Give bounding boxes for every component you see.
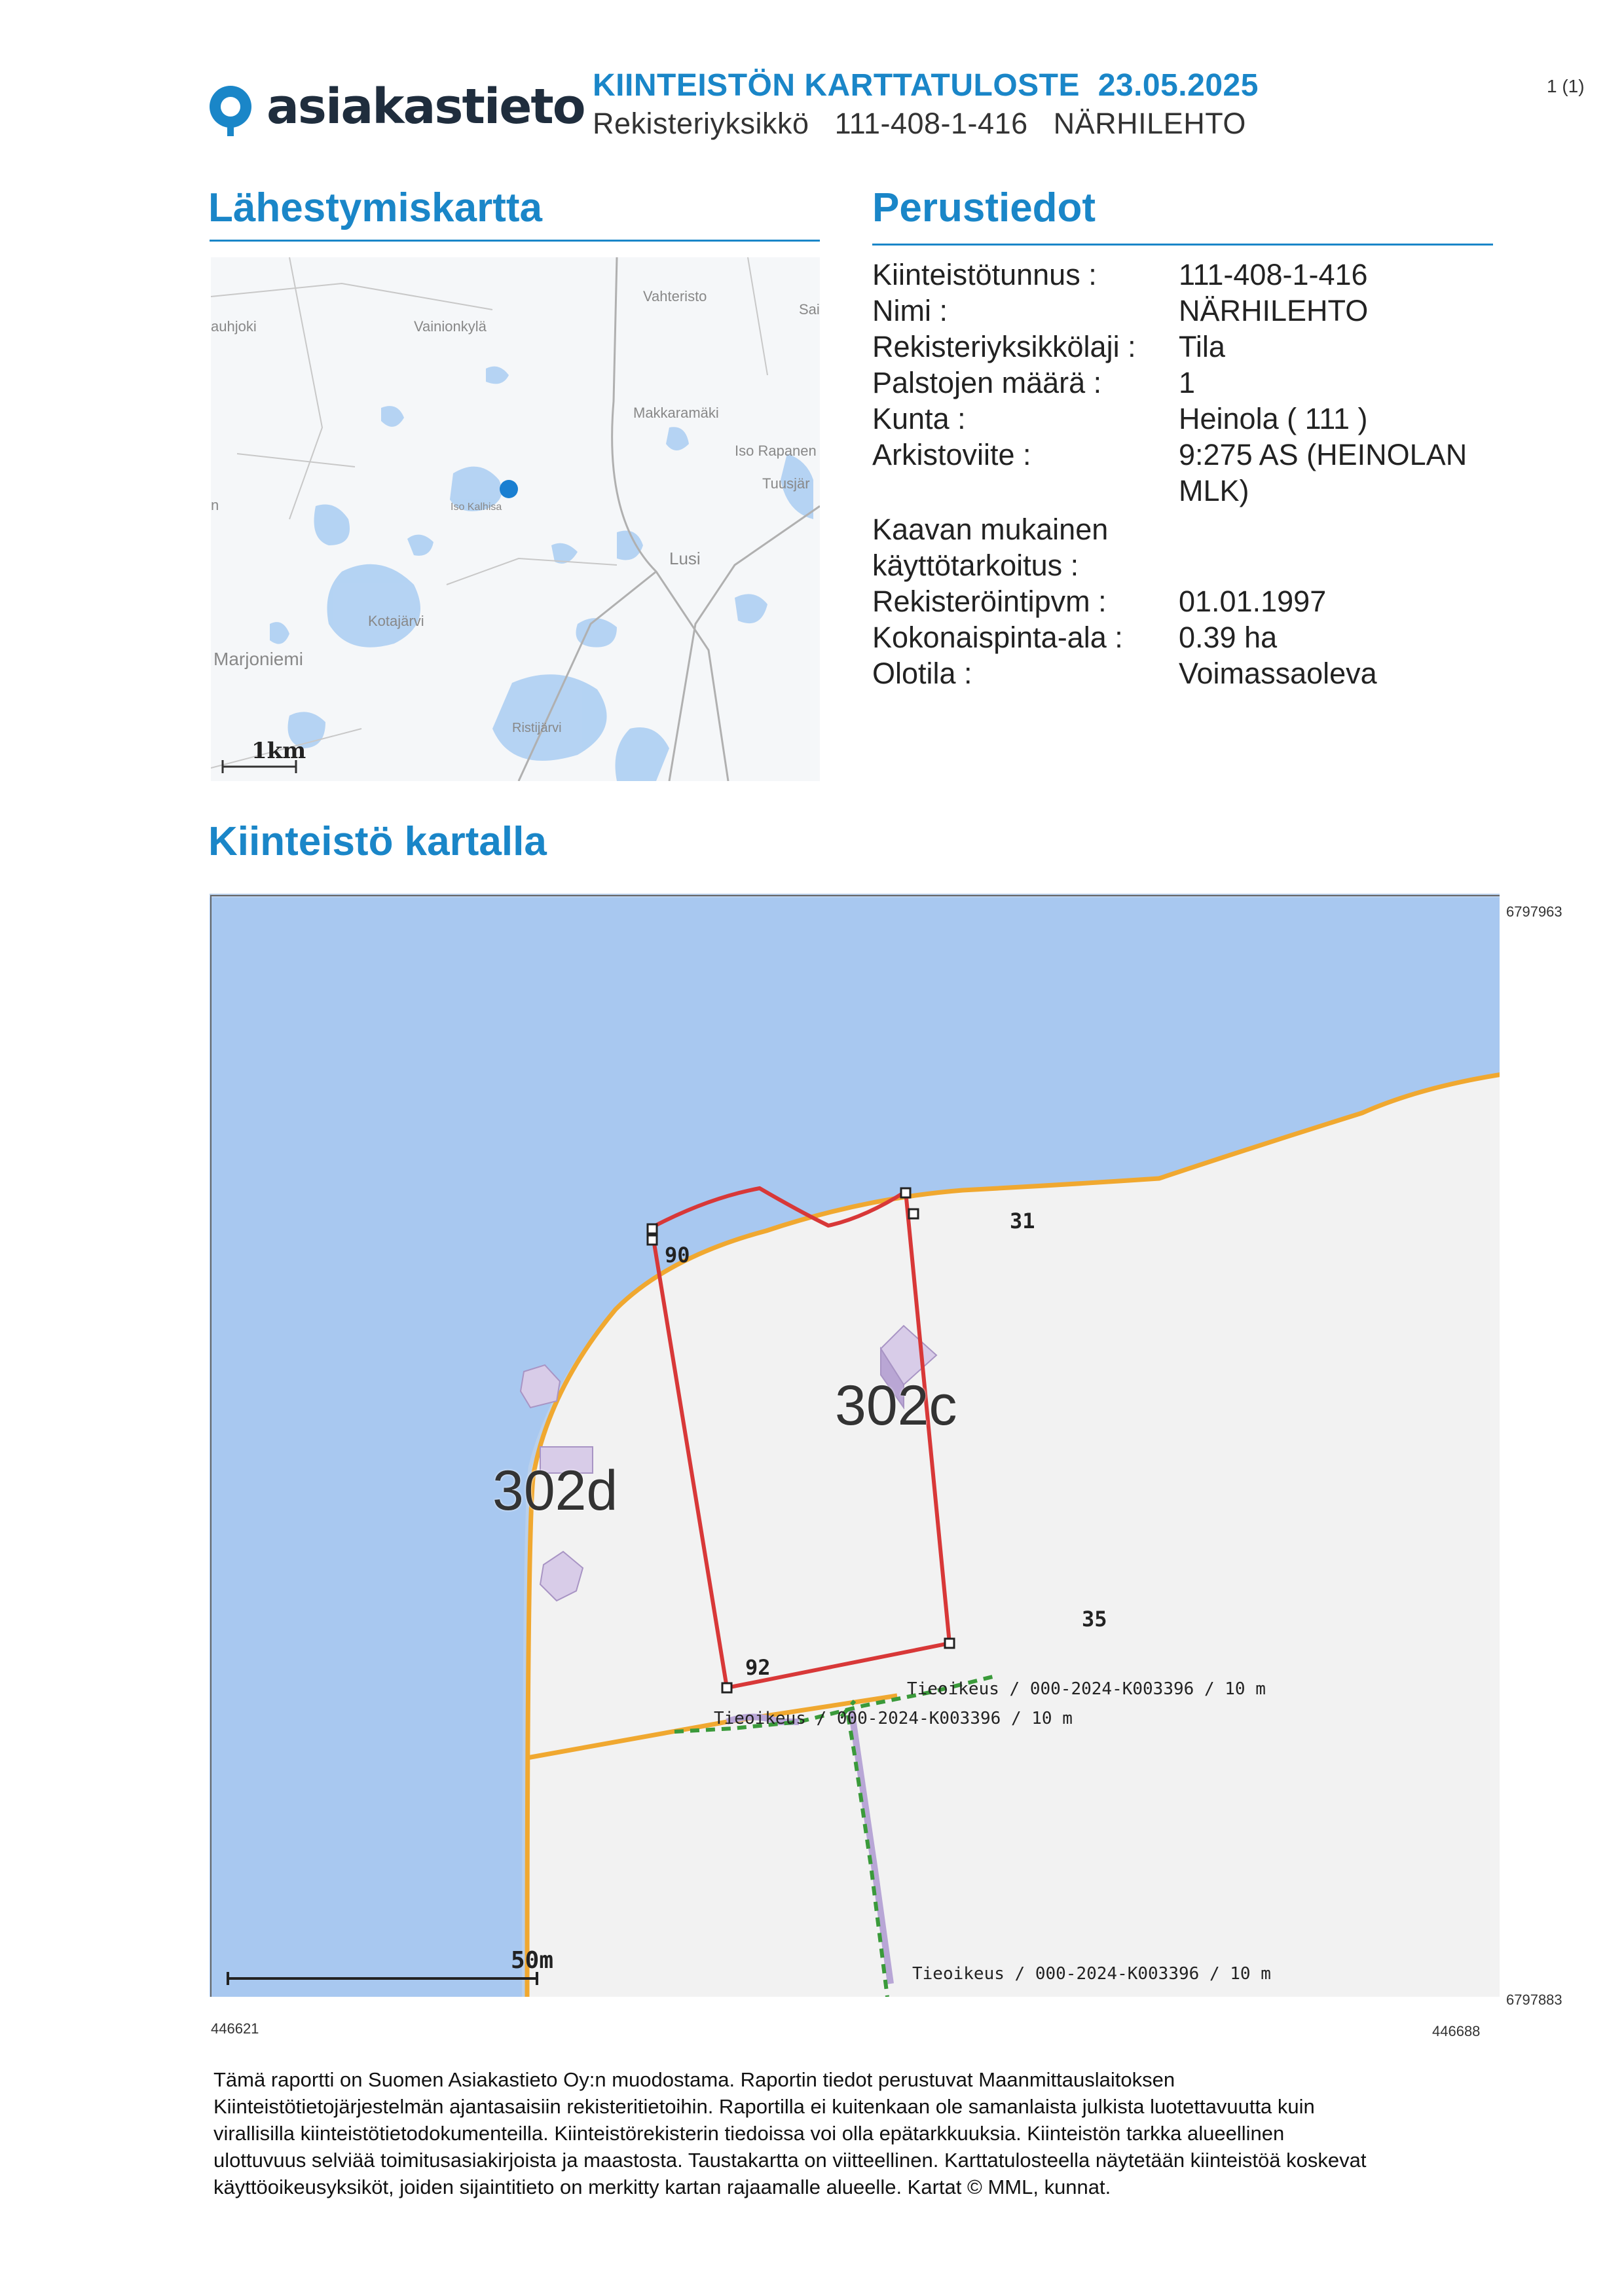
info-label: Palstojen määrä : [872,366,1102,399]
info-label: Kokonaispinta-ala : [872,621,1123,654]
overview-map [211,257,820,781]
info-label: Rekisteriyksikkölaji : [872,330,1136,363]
info-value: 01.01.1997 [1179,585,1327,618]
place-label: Vahteristo [643,288,707,304]
divider [872,244,1493,246]
report-title: KIINTEISTÖN KARTTATULOSTE 23.05.2025 [593,68,1259,103]
info-label: Kunta : [872,402,966,435]
coord-north-bottom: 6797883 [1506,1992,1562,2008]
coord-north-top: 6797963 [1506,903,1562,920]
disclaimer-text [213,2066,1458,2200]
point-label: 31 [1010,1209,1035,1233]
disclaimer-line: virallisilla kiinteistötietodokumenteilla. Kiinteistörekisterin tiedoissa voi olla epätarkkuuksia. Kiinteistön tarkka alueellinen [213,2122,1285,2145]
info-value: 0.39 ha [1179,621,1278,654]
place-label: Marjoniemi [213,649,303,669]
property-map-title: Kiinteistö kartalla [208,819,547,864]
place-label: Iso Kalhisa [451,501,502,513]
place-label: Iso Rapanen [735,443,817,459]
info-value: Voimassaoleva [1179,657,1377,690]
easement-label: Tieoikeus / 000-2024-K003396 / 10 m [714,1709,1073,1728]
point-label: 90 [665,1243,690,1267]
place-label: Ristijärvi [512,721,562,735]
coord-east-right: 446688 [1432,2023,1481,2039]
asiakastieto-logo [204,77,585,143]
divider [210,240,820,242]
logo-text: asiakastieto [267,79,585,135]
info-value: Heinola ( 111 ) [1179,402,1368,435]
parcel-label: 302c [835,1374,957,1437]
overview-scale-label: 1km [251,738,306,764]
overview-map-graphic [211,257,820,781]
info-label: Rekisteröintipvm : [872,585,1107,618]
info-value: MLK) [1179,474,1249,507]
info-label: Nimi : [872,294,948,327]
place-label: Lusi [669,549,701,568]
info-label: Kiinteistötunnus : [872,258,1097,291]
easement-label: Tieoikeus / 000-2024-K003396 / 10 m [907,1679,1266,1699]
place-label: Makkaramäki [633,405,719,421]
property-map-graphic [210,890,1500,1997]
info-label: Arkistoviite : [872,438,1031,471]
info-value: Tila [1179,330,1225,363]
info-label: käyttötarkoitus : [872,549,1079,582]
parcel-label: 302d [492,1459,618,1522]
basic-info-title: Perustiedot [872,185,1096,230]
property-map [210,890,1500,1997]
info-label: Kaavan mukainen [872,513,1109,546]
coord-east-left: 446621 [211,2020,259,2037]
place-label: Sai [799,301,820,318]
property-marker [500,480,518,498]
info-value: 9:275 AS (HEINOLAN [1179,438,1467,471]
place-label: auhjoki [211,318,257,335]
info-value: 1 [1179,366,1196,399]
overview-map-title: Lähestymiskartta [208,185,543,230]
place-label: Tuusjär [762,475,810,492]
report-subtitle: Rekisteriyksikkö 111-408-1-416 NÄRHILEHTO [593,107,1246,140]
property-scale-label: 50m [511,1947,554,1974]
disclaimer-line: ulottuvuus selviää toimitusasiakirjoista ja maastosta. Taustakartta on viitteellinen. Karttatulosteella näytetään kiinteistöä koskevat [213,2149,1367,2172]
disclaimer-line: Tämä raportti on Suomen Asiakastieto Oy:n muodostama. Raportin tiedot perustuvat Maanmittauslaitoksen [213,2068,1175,2091]
point-label: 92 [745,1655,771,1680]
report-date: 23.05.2025 [1098,68,1259,103]
disclaimer-line: Kiinteistötietojärjestelmän ajantasaisiin rekisteritietoihin. Raportilla ei kuitenkaan ole samanlaista julkista luotettavuutta kuin [213,2095,1315,2118]
disclaimer-line: käyttöoikeusyksiköt, joiden sijaintitieto on merkitty kartan rajaamalle alueelle. Kartat © MML, kunnat. [213,2176,1111,2198]
info-value: NÄRHILEHTO [1179,294,1369,327]
point-label: 35 [1082,1607,1107,1631]
easement-label: Tieoikeus / 000-2024-K003396 / 10 m [912,1964,1271,1984]
location-pin-icon [204,77,263,143]
page-number: 1 (1) [1547,76,1585,96]
info-value: 111-408-1-416 [1179,258,1368,291]
place-label: Kotajärvi [368,613,424,629]
info-label: Olotila : [872,657,972,690]
place-label: n [211,497,219,513]
place-label: Vainionkylä [414,318,487,335]
